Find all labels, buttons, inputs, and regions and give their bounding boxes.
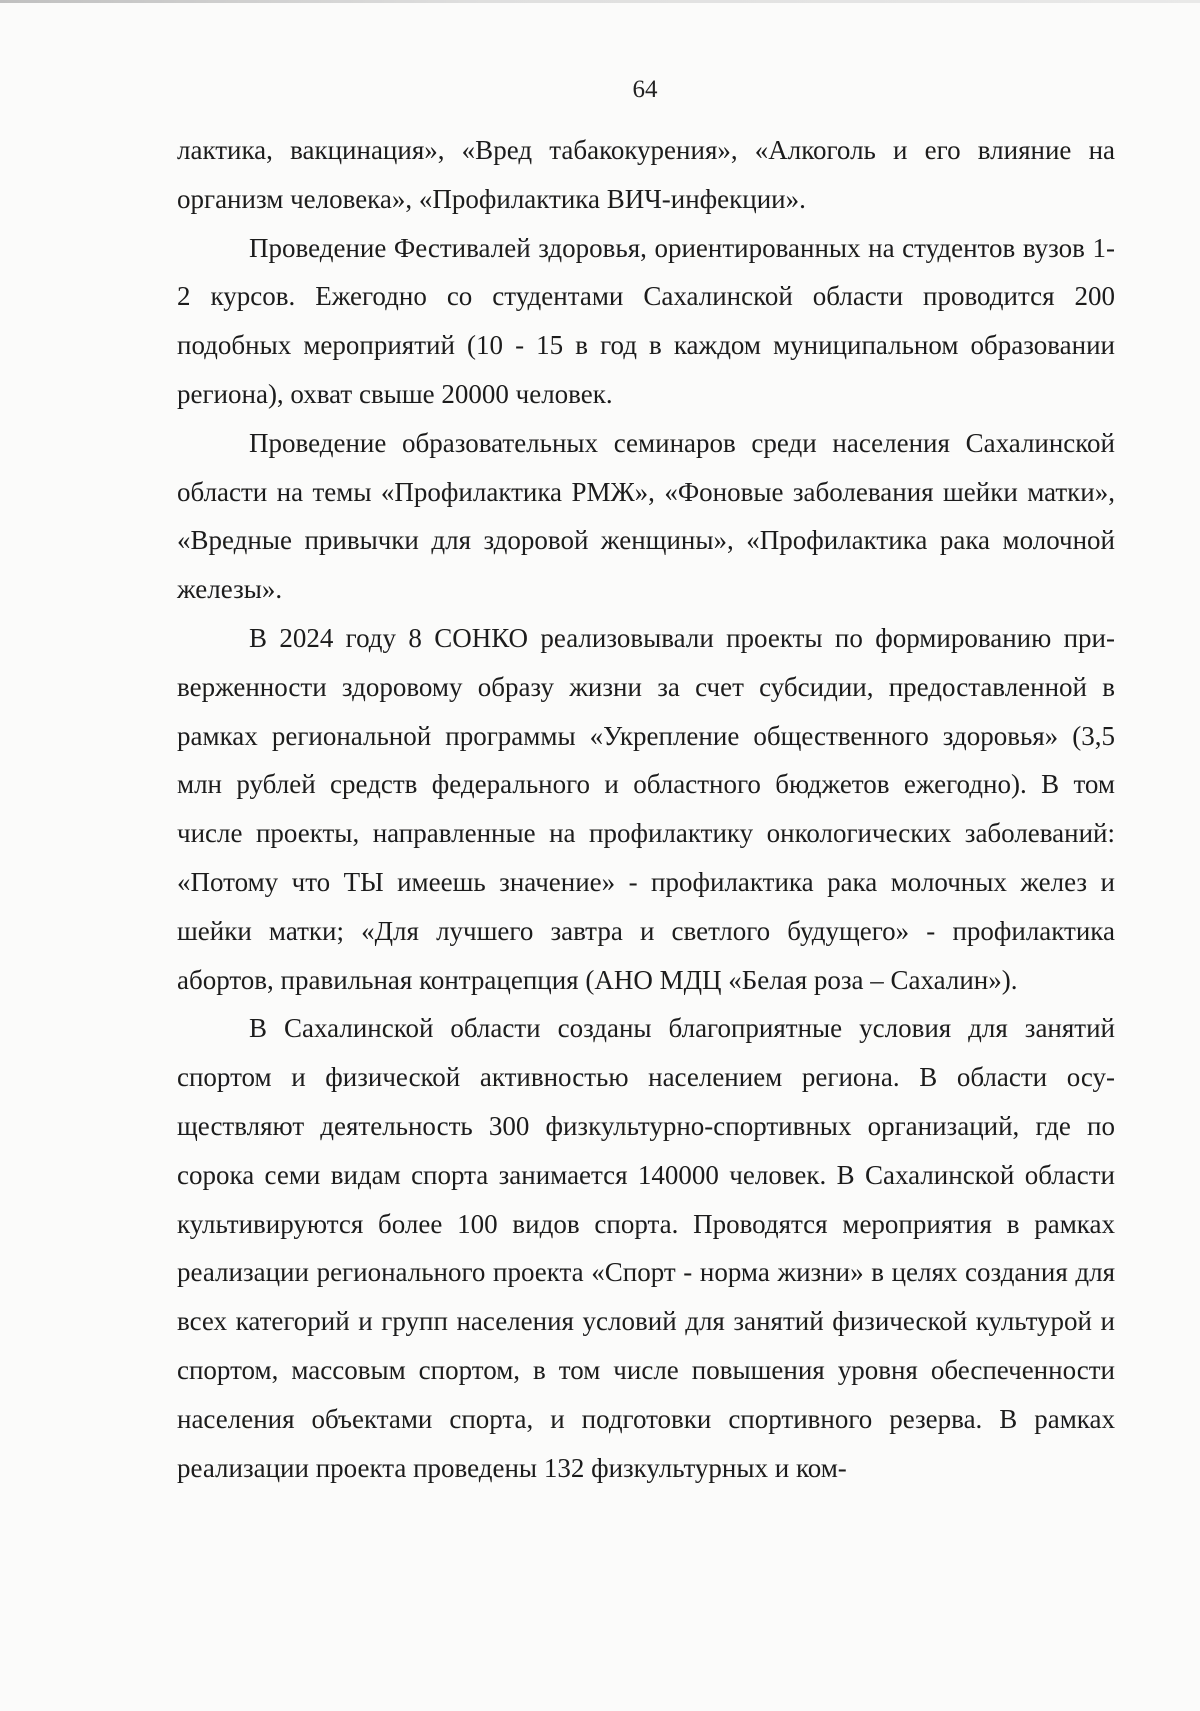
paragraph-2: Проведение Фестивалей здоровья, ориентированных на студентов вузов 1-2 курсов. Ежегодно со студентами Сахалинской области проводится 200 подобных мероприятий (10 - 15 в год в каждом муниципальном образовании региона), охват свыше 20000 человек. [177,232,1115,409]
scan-edge [0,0,1200,3]
paragraph-1: лактика, вакцинация», «Вред табакокурения», «Алкоголь и его влияние на организм человека», «Профилактика ВИЧ-инфекции». [177,135,1115,214]
page-number: 64 [632,76,658,103]
paragraph-5: В Сахалинской области созданы благоприятные условия для занятий спортом и физической активностью населением региона. В области осуществляют деятельность 300 физкультурно-спортивных организаций, где по сорока семи видам спорта занимается 140000 человек. В Сахалинской области культивируются более 100 видов спорта. Проводятся мероприятия в рамках реализации регионального проекта «Спорт - норма жизни» в целях создания для всех категорий и групп населения условий для занятий физической культурой и спортом, массовым спортом, в том числе повышения уровня обеспеченности населения объектами спорта, и подготовки спортивного резерва. В рамках реализации проекта проведены 132 физкультурных и ком- [177,1013,1115,1483]
body-text [177,126,1115,1492]
paragraph-3: Проведение образовательных семинаров среди населения Сахалинской области на темы «Профилактика РМЖ», «Фоновые заболевания шейки матки», «Вредные привычки для здоровой женщины», «Профилактика рака молочной железы». [177,427,1115,605]
paragraph-4: В 2024 году 8 СОНКО реализовывали проекты по формированию приверженности здоровому образу жизни за счет субсидии, предоставленной в рамках региональной программы «Укрепление общественного здоровья» (3,5 млн рублей средств федерального и областного бюджетов ежегодно). В том числе проекты, направленные на профилактику онкологических заболеваний: «Потому что ТЫ имеешь значение» - профилактика рака молочных желез и шейки матки; «Для лучшего завтра и светлого будущего» - профилактика абортов, правильная контрацепция (АНО МДЦ «Белая роза – Сахалин»). [177,622,1115,995]
